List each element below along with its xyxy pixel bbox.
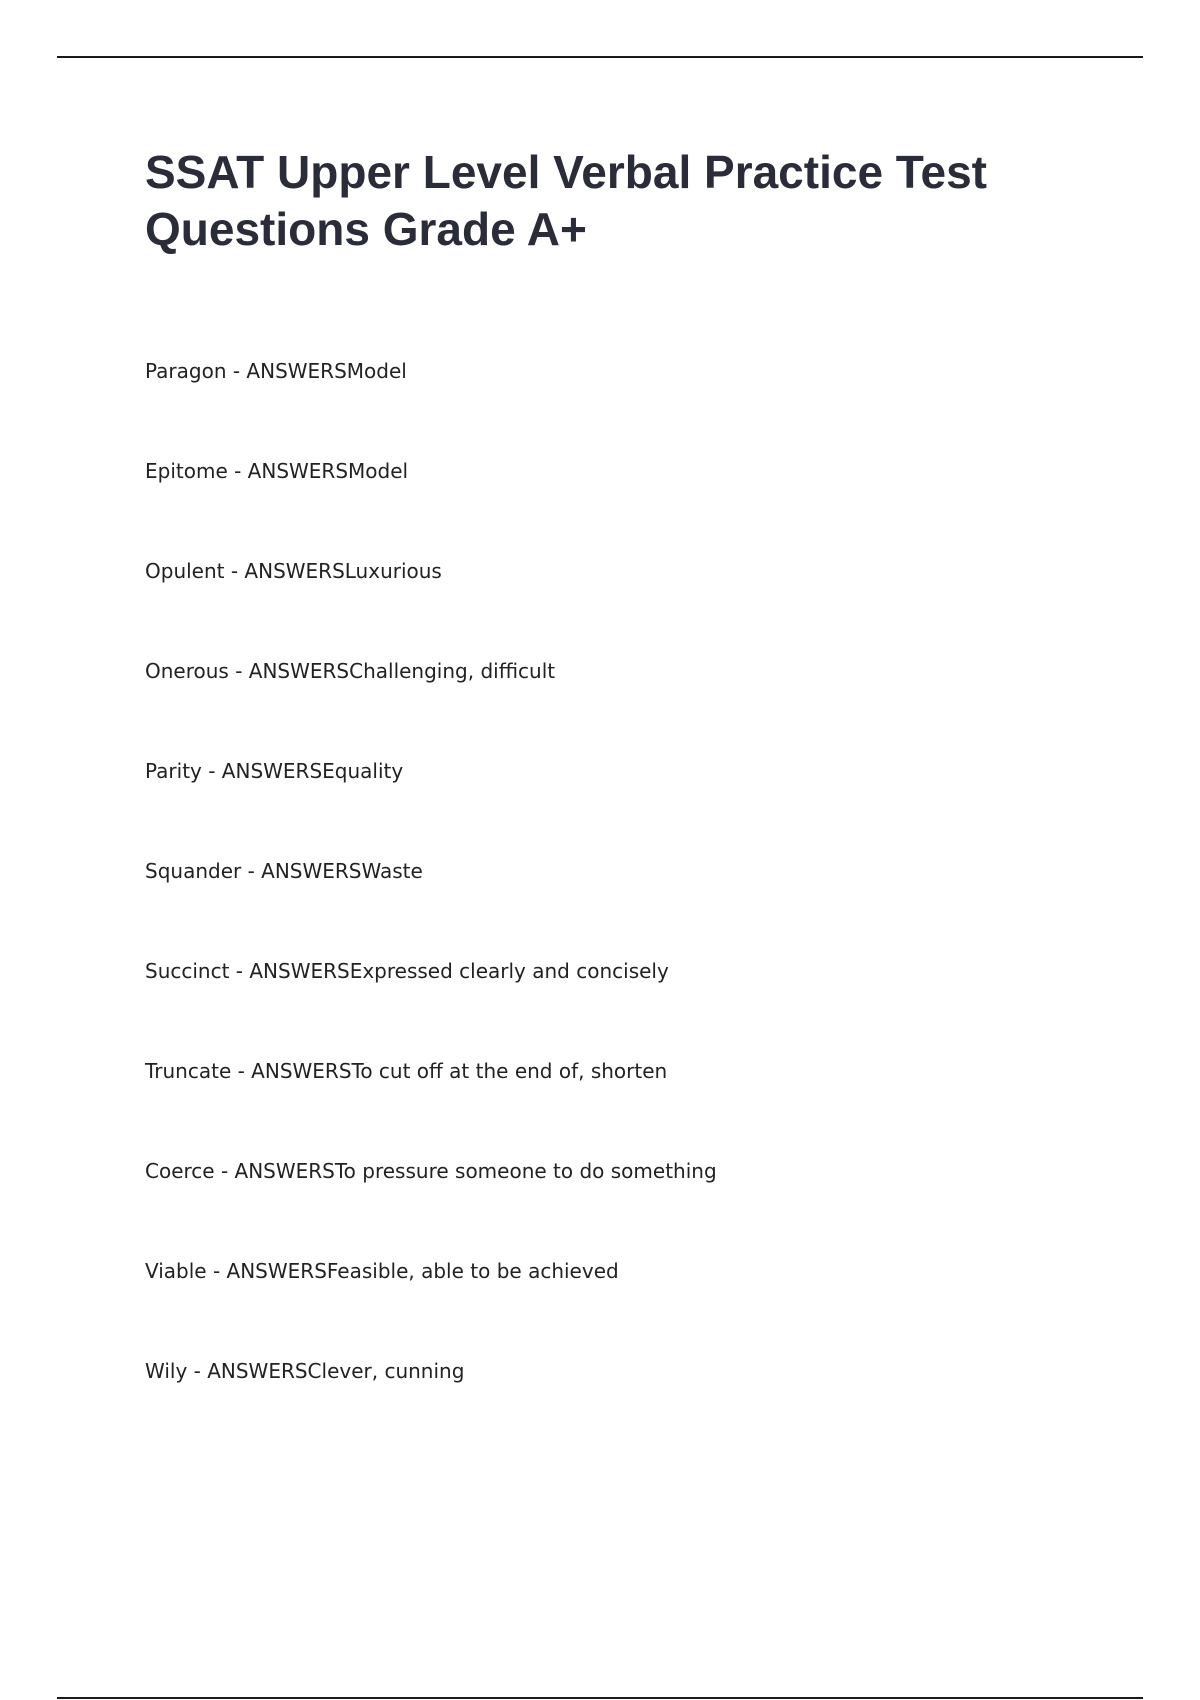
vocabulary-list — [145, 356, 717, 1456]
vocab-entry: Squander - ANSWERSWaste — [145, 859, 423, 883]
vocab-entry: Opulent - ANSWERSLuxurious — [145, 559, 442, 583]
vocab-entry: Wily - ANSWERSClever, cunning — [145, 1359, 465, 1383]
vocab-entry: Truncate - ANSWERSTo cut off at the end of, shorten — [145, 1059, 668, 1083]
bottom-divider — [57, 1697, 1143, 1699]
vocab-entry: Epitome - ANSWERSModel — [145, 459, 409, 483]
vocab-entry: Parity - ANSWERSEquality — [145, 759, 404, 783]
top-divider — [57, 56, 1143, 58]
vocab-entry: Coerce - ANSWERSTo pressure someone to do something — [145, 1159, 717, 1183]
vocab-entry: Paragon - ANSWERSModel — [145, 359, 407, 383]
vocab-entry: Viable - ANSWERSFeasible, able to be achieved — [145, 1259, 619, 1283]
vocab-entry: Onerous - ANSWERSChallenging, difficult — [145, 659, 556, 683]
vocab-entry: Succinct - ANSWERSExpressed clearly and concisely — [145, 959, 669, 983]
document-title: SSAT Upper Level Verbal Practice Test Questions Grade A+ — [145, 146, 987, 255]
